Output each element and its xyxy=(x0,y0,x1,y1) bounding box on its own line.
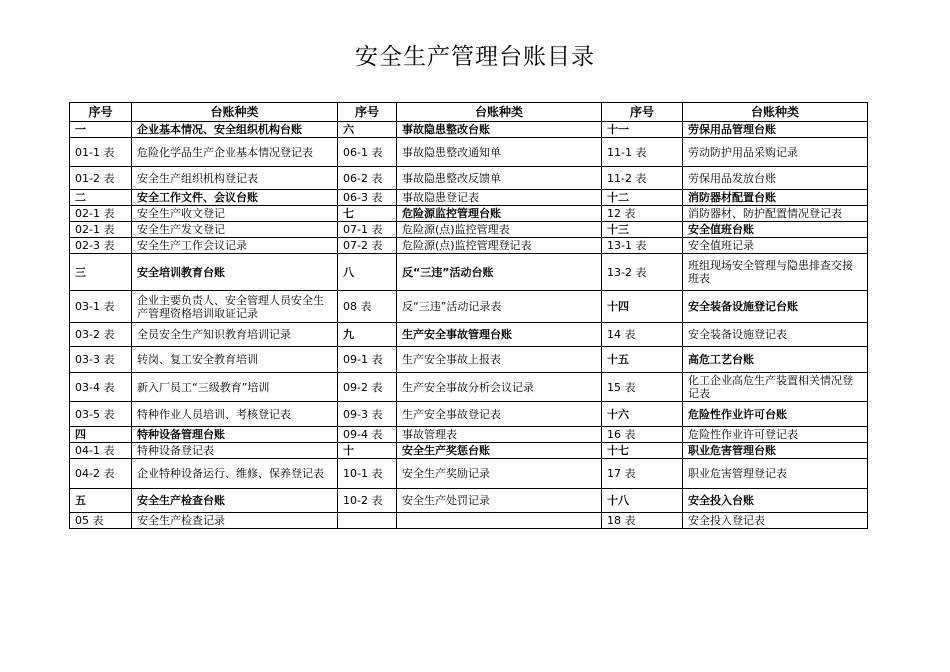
serial-cell: 13-2 表 xyxy=(602,254,683,291)
ledger-name-cell: 事故隐患整改台账 xyxy=(397,122,602,138)
ledger-name-cell: 新入厂员工“三级教育”培训 xyxy=(132,373,338,402)
table-row xyxy=(70,222,868,238)
table-row xyxy=(70,291,868,323)
header-cell: 序号 xyxy=(70,103,132,122)
serial-cell: 八 xyxy=(338,254,397,291)
ledger-name-cell: 危险性作业许可登记表 xyxy=(683,427,868,443)
serial-cell: 12 表 xyxy=(602,206,683,222)
ledger-name-cell: 反“三违”活动台账 xyxy=(397,254,602,291)
table-row xyxy=(70,122,868,138)
serial-cell: 十三 xyxy=(602,222,683,238)
serial-cell: 六 xyxy=(338,122,397,138)
ledger-name-cell: 安全生产奖惩台账 xyxy=(397,443,602,459)
serial-cell: 02-1 表 xyxy=(70,222,132,238)
serial-cell: 13-1 表 xyxy=(602,238,683,254)
serial-cell: 二 xyxy=(70,190,132,206)
ledger-name-cell: 安全生产检查记录 xyxy=(132,513,338,529)
ledger-name-cell: 企业基本情况、安全组织机构台账 xyxy=(132,122,338,138)
ledger-name-cell: 安全生产工作会议记录 xyxy=(132,238,338,254)
ledger-name-cell: 生产安全事故分析会议记录 xyxy=(397,373,602,402)
ledger-name-cell: 化工企业高危生产装置相关情况登记表 xyxy=(683,373,868,402)
serial-cell: 04-1 表 xyxy=(70,443,132,459)
ledger-name-cell: 事故隐患整改通知单 xyxy=(397,138,602,167)
header-cell: 序号 xyxy=(338,103,397,122)
ledger-name-cell: 危险源监控管理台账 xyxy=(397,206,602,222)
ledger-name-cell: 劳动防护用品采购记录 xyxy=(683,138,868,167)
table-row xyxy=(70,206,868,222)
serial-cell: 05 表 xyxy=(70,513,132,529)
table-row xyxy=(70,489,868,513)
serial-cell: 十六 xyxy=(602,402,683,427)
ledger-name-cell: 生产安全事故管理台账 xyxy=(397,323,602,347)
ledger-name-cell: 安全值班记录 xyxy=(683,238,868,254)
serial-cell: 04-2 表 xyxy=(70,459,132,489)
serial-cell: 五 xyxy=(70,489,132,513)
serial-cell: 十八 xyxy=(602,489,683,513)
ledger-name-cell: 消防器材配置台账 xyxy=(683,190,868,206)
serial-cell: 一 xyxy=(70,122,132,138)
serial-cell: 09-3 表 xyxy=(338,402,397,427)
ledger-name-cell: 安全装备设施登记表 xyxy=(683,323,868,347)
ledger-name-cell xyxy=(397,513,602,529)
table-row xyxy=(70,459,868,489)
ledger-name-cell: 安全投入台账 xyxy=(683,489,868,513)
serial-cell: 三 xyxy=(70,254,132,291)
serial-cell: 十二 xyxy=(602,190,683,206)
table-row xyxy=(70,138,868,167)
ledger-name-cell: 职业危害管理登记表 xyxy=(683,459,868,489)
table-row xyxy=(70,167,868,190)
serial-cell: 09-1 表 xyxy=(338,347,397,373)
serial-cell: 九 xyxy=(338,323,397,347)
ledger-name-cell: 企业特种设备运行、维修、保养登记表 xyxy=(132,459,338,489)
ledger-name-cell: 事故管理表 xyxy=(397,427,602,443)
ledger-name-cell: 反“三违”活动记录表 xyxy=(397,291,602,323)
ledger-name-cell: 安全装备设施登记台账 xyxy=(683,291,868,323)
header-cell: 序号 xyxy=(602,103,683,122)
header-cell: 台账种类 xyxy=(397,103,602,122)
serial-cell: 七 xyxy=(338,206,397,222)
serial-cell: 11-1 表 xyxy=(602,138,683,167)
ledger-name-cell: 高危工艺台账 xyxy=(683,347,868,373)
serial-cell: 14 表 xyxy=(602,323,683,347)
ledger-name-cell: 生产安全事故上报表 xyxy=(397,347,602,373)
serial-cell: 03-2 表 xyxy=(70,323,132,347)
table-row xyxy=(70,427,868,443)
serial-cell: 03-3 表 xyxy=(70,347,132,373)
header-cell: 台账种类 xyxy=(683,103,868,122)
serial-cell xyxy=(338,513,397,529)
ledger-name-cell: 特种设备管理台账 xyxy=(132,427,338,443)
serial-cell: 十四 xyxy=(602,291,683,323)
ledger-name-cell: 危险化学品生产企业基本情况登记表 xyxy=(132,138,338,167)
serial-cell: 10-1 表 xyxy=(338,459,397,489)
ledger-name-cell: 劳保用品发放台账 xyxy=(683,167,868,190)
ledger-name-cell: 安全生产处罚记录 xyxy=(397,489,602,513)
serial-cell: 08 表 xyxy=(338,291,397,323)
ledger-name-cell: 安全生产收文登记 xyxy=(132,206,338,222)
serial-cell: 十五 xyxy=(602,347,683,373)
ledger-name-cell: 安全培训教育台账 xyxy=(132,254,338,291)
table-row xyxy=(70,190,868,206)
table-row xyxy=(70,347,868,373)
ledger-name-cell: 安全生产检查台账 xyxy=(132,489,338,513)
serial-cell: 03-4 表 xyxy=(70,373,132,402)
ledger-name-cell: 安全值班台账 xyxy=(683,222,868,238)
ledger-name-cell: 安全生产组织机构登记表 xyxy=(132,167,338,190)
ledger-name-cell: 安全生产奖励记录 xyxy=(397,459,602,489)
serial-cell: 03-1 表 xyxy=(70,291,132,323)
ledger-name-cell: 危险源(点)监控管理登记表 xyxy=(397,238,602,254)
serial-cell: 15 表 xyxy=(602,373,683,402)
ledger-name-cell: 事故隐患登记表 xyxy=(397,190,602,206)
ledger-name-cell: 消防器材、防护配置情况登记表 xyxy=(683,206,868,222)
ledger-name-cell: 安全投入登记表 xyxy=(683,513,868,529)
serial-cell: 03-5 表 xyxy=(70,402,132,427)
table-row xyxy=(70,238,868,254)
ledger-name-cell: 劳保用品管理台账 xyxy=(683,122,868,138)
table-row xyxy=(70,254,868,291)
serial-cell: 十七 xyxy=(602,443,683,459)
ledger-name-cell: 特种设备登记表 xyxy=(132,443,338,459)
ledger-name-cell: 转岗、复工安全教育培训 xyxy=(132,347,338,373)
page-title: 安全生产管理台账目录 xyxy=(355,44,595,70)
ledger-name-cell: 班组现场安全管理与隐患排查交接班表 xyxy=(683,254,868,291)
table-row xyxy=(70,373,868,402)
ledger-name-cell: 全员安全生产知识教育培训记录 xyxy=(132,323,338,347)
serial-cell: 01-2 表 xyxy=(70,167,132,190)
serial-cell: 10-2 表 xyxy=(338,489,397,513)
serial-cell: 02-1 表 xyxy=(70,206,132,222)
table-row xyxy=(70,443,868,459)
table-header-row xyxy=(70,103,868,122)
serial-cell: 01-1 表 xyxy=(70,138,132,167)
serial-cell: 02-3 表 xyxy=(70,238,132,254)
serial-cell: 16 表 xyxy=(602,427,683,443)
serial-cell: 06-3 表 xyxy=(338,190,397,206)
ledger-name-cell: 安全生产发文登记 xyxy=(132,222,338,238)
ledger-name-cell: 企业主要负责人、安全管理人员安全生产管理资格培训取证记录 xyxy=(132,291,338,323)
ledger-name-cell: 安全工作文件、会议台账 xyxy=(132,190,338,206)
serial-cell: 17 表 xyxy=(602,459,683,489)
serial-cell: 四 xyxy=(70,427,132,443)
table-row xyxy=(70,513,868,529)
serial-cell: 09-4 表 xyxy=(338,427,397,443)
ledger-name-cell: 危险源(点)监控管理表 xyxy=(397,222,602,238)
ledger-name-cell: 事故隐患整改反馈单 xyxy=(397,167,602,190)
serial-cell: 18 表 xyxy=(602,513,683,529)
header-cell: 台账种类 xyxy=(132,103,338,122)
serial-cell: 07-1 表 xyxy=(338,222,397,238)
ledger-name-cell: 生产安全事故登记表 xyxy=(397,402,602,427)
serial-cell: 06-1 表 xyxy=(338,138,397,167)
ledger-name-cell: 职业危害管理台账 xyxy=(683,443,868,459)
ledger-name-cell: 特种作业人员培训、考核登记表 xyxy=(132,402,338,427)
ledger-table xyxy=(69,102,868,529)
serial-cell: 06-2 表 xyxy=(338,167,397,190)
serial-cell: 十 xyxy=(338,443,397,459)
table-row xyxy=(70,323,868,347)
serial-cell: 11-2 表 xyxy=(602,167,683,190)
serial-cell: 09-2 表 xyxy=(338,373,397,402)
serial-cell: 07-2 表 xyxy=(338,238,397,254)
table-row xyxy=(70,402,868,427)
serial-cell: 十一 xyxy=(602,122,683,138)
ledger-name-cell: 危险性作业许可台账 xyxy=(683,402,868,427)
